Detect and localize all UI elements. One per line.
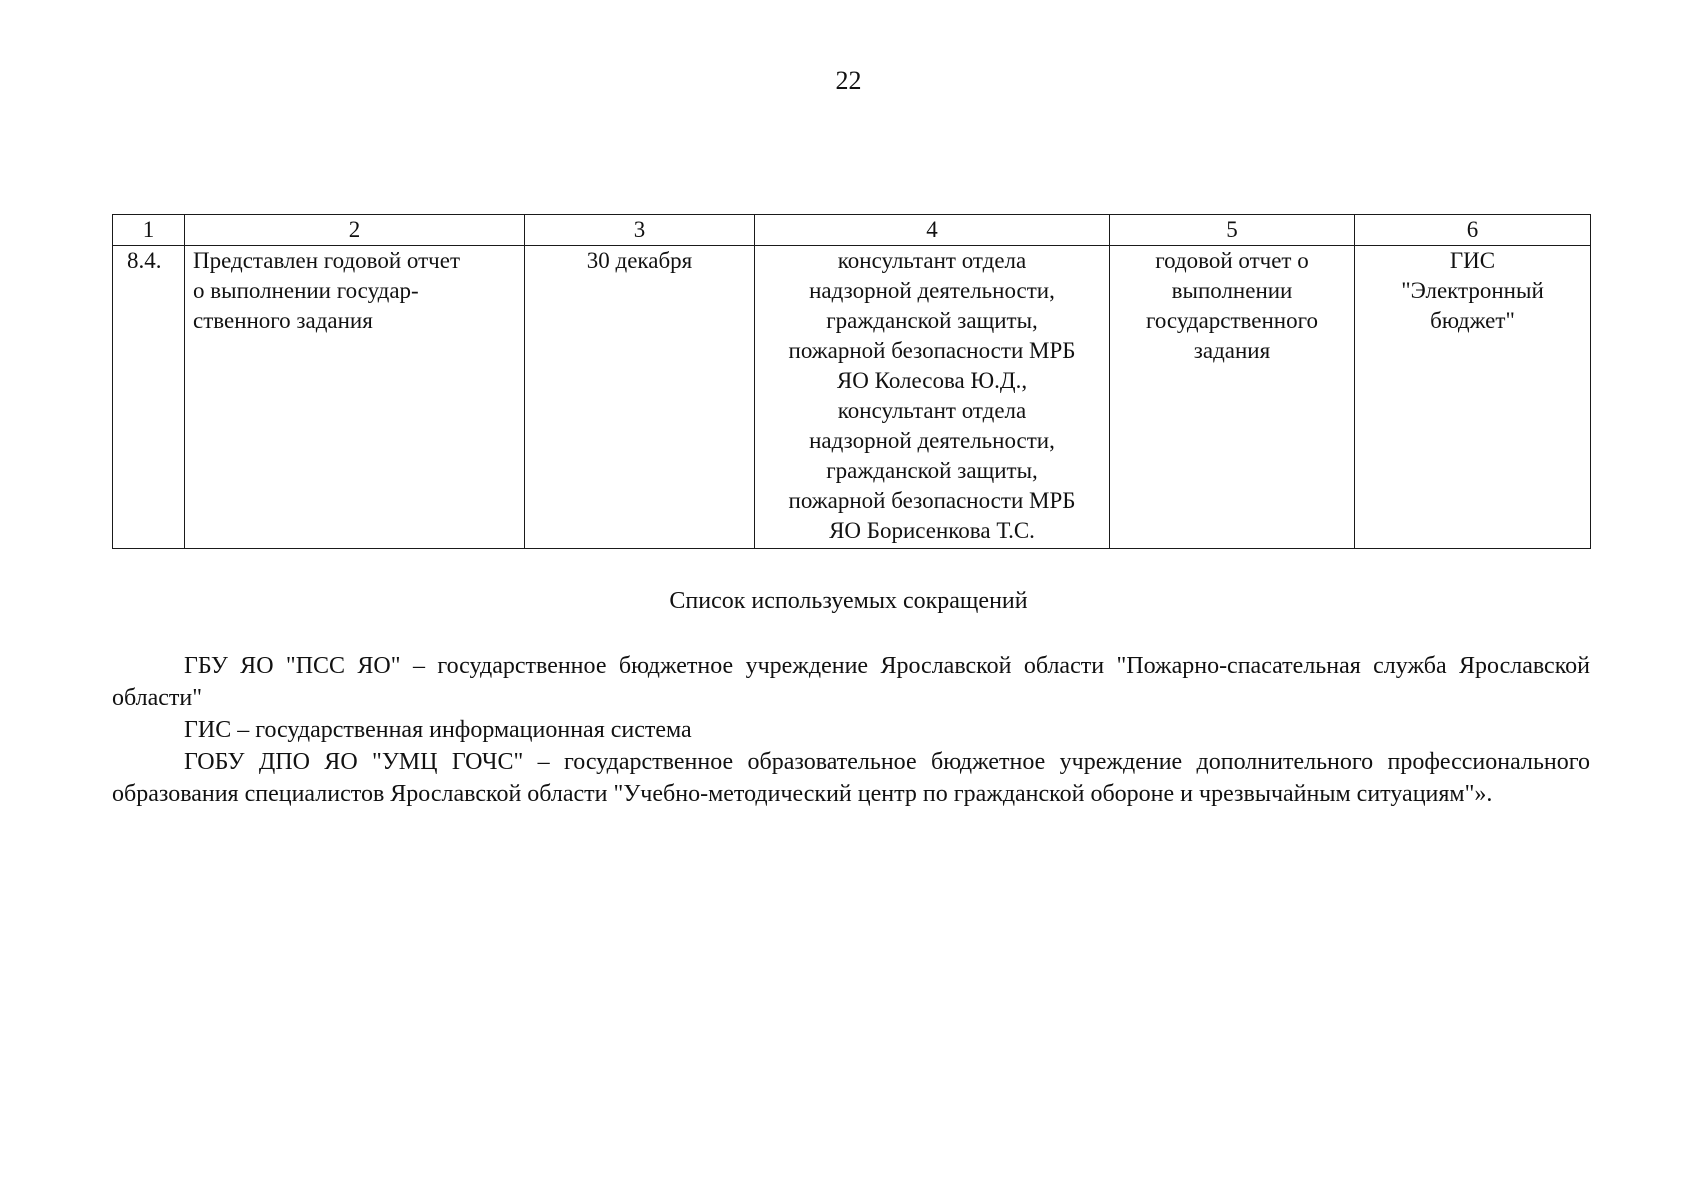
column-number-4: 4 — [755, 215, 1110, 246]
column-number-1: 1 — [113, 215, 185, 246]
result-cell — [1110, 246, 1355, 549]
responsible-line: ЯО Колесова Ю.Д., — [836, 368, 1028, 393]
deadline-cell: 30 декабря — [525, 246, 755, 549]
event-cell — [185, 246, 525, 549]
responsible-cell — [755, 246, 1110, 549]
abbreviation-item: ГИС – государственная информационная система — [184, 717, 692, 743]
event-line: Представлен годовой отчет — [193, 248, 461, 273]
system-line: бюджет" — [1430, 308, 1515, 333]
responsible-line: консультант отдела — [837, 398, 1027, 423]
responsible-line: гражданской защиты, — [826, 458, 1038, 483]
abbreviation-item: ГОБУ ДПО ЯО "УМЦ ГОЧС" – государственное образовательное бюджетное учреждение дополнительного профессионального образования специалистов Ярославской области "Учебно-методический центр по гражданской обороне и чрезвычайным ситуациям"». — [112, 749, 1590, 807]
responsible-line: пожарной безопасности МРБ — [788, 488, 1076, 513]
responsible-line: гражданской защиты, — [826, 308, 1038, 333]
result-line: задания — [1193, 338, 1271, 363]
result-line: выполнении — [1171, 278, 1293, 303]
column-number-5: 5 — [1110, 215, 1355, 246]
result-line: государственного — [1146, 308, 1318, 333]
system-cell — [1355, 246, 1591, 549]
plan-table — [112, 214, 1591, 549]
row-number-cell: 8.4. — [113, 246, 185, 549]
abbreviation-item: ГБУ ЯО "ПСС ЯО" – государственное бюджетное учреждение Ярославской области "Пожарно-спасательная служба Ярославской области" — [112, 653, 1590, 711]
responsible-line: надзорной деятельности, — [809, 278, 1055, 303]
table-row — [113, 246, 1591, 549]
column-number-3: 3 — [525, 215, 755, 246]
result-line: годовой отчет о — [1155, 248, 1309, 273]
system-line: ГИС — [1449, 248, 1496, 273]
responsible-line: ЯО Борисенкова Т.С. — [829, 518, 1035, 543]
responsible-line: пожарной безопасности МРБ — [788, 338, 1076, 363]
column-number-6: 6 — [1355, 215, 1591, 246]
abbreviations-list — [112, 650, 1590, 810]
responsible-line: надзорной деятельности, — [809, 428, 1055, 453]
abbreviations-title: Список используемых сокращений — [669, 588, 1028, 614]
table-header-row — [113, 215, 1591, 246]
column-number-2: 2 — [185, 215, 525, 246]
responsible-line: консультант отдела — [837, 248, 1027, 273]
event-line: о выполнении государ- — [193, 278, 419, 303]
event-line: ственного задания — [193, 308, 373, 333]
system-line: "Электронный — [1401, 278, 1544, 303]
page-number: 22 — [835, 66, 862, 95]
